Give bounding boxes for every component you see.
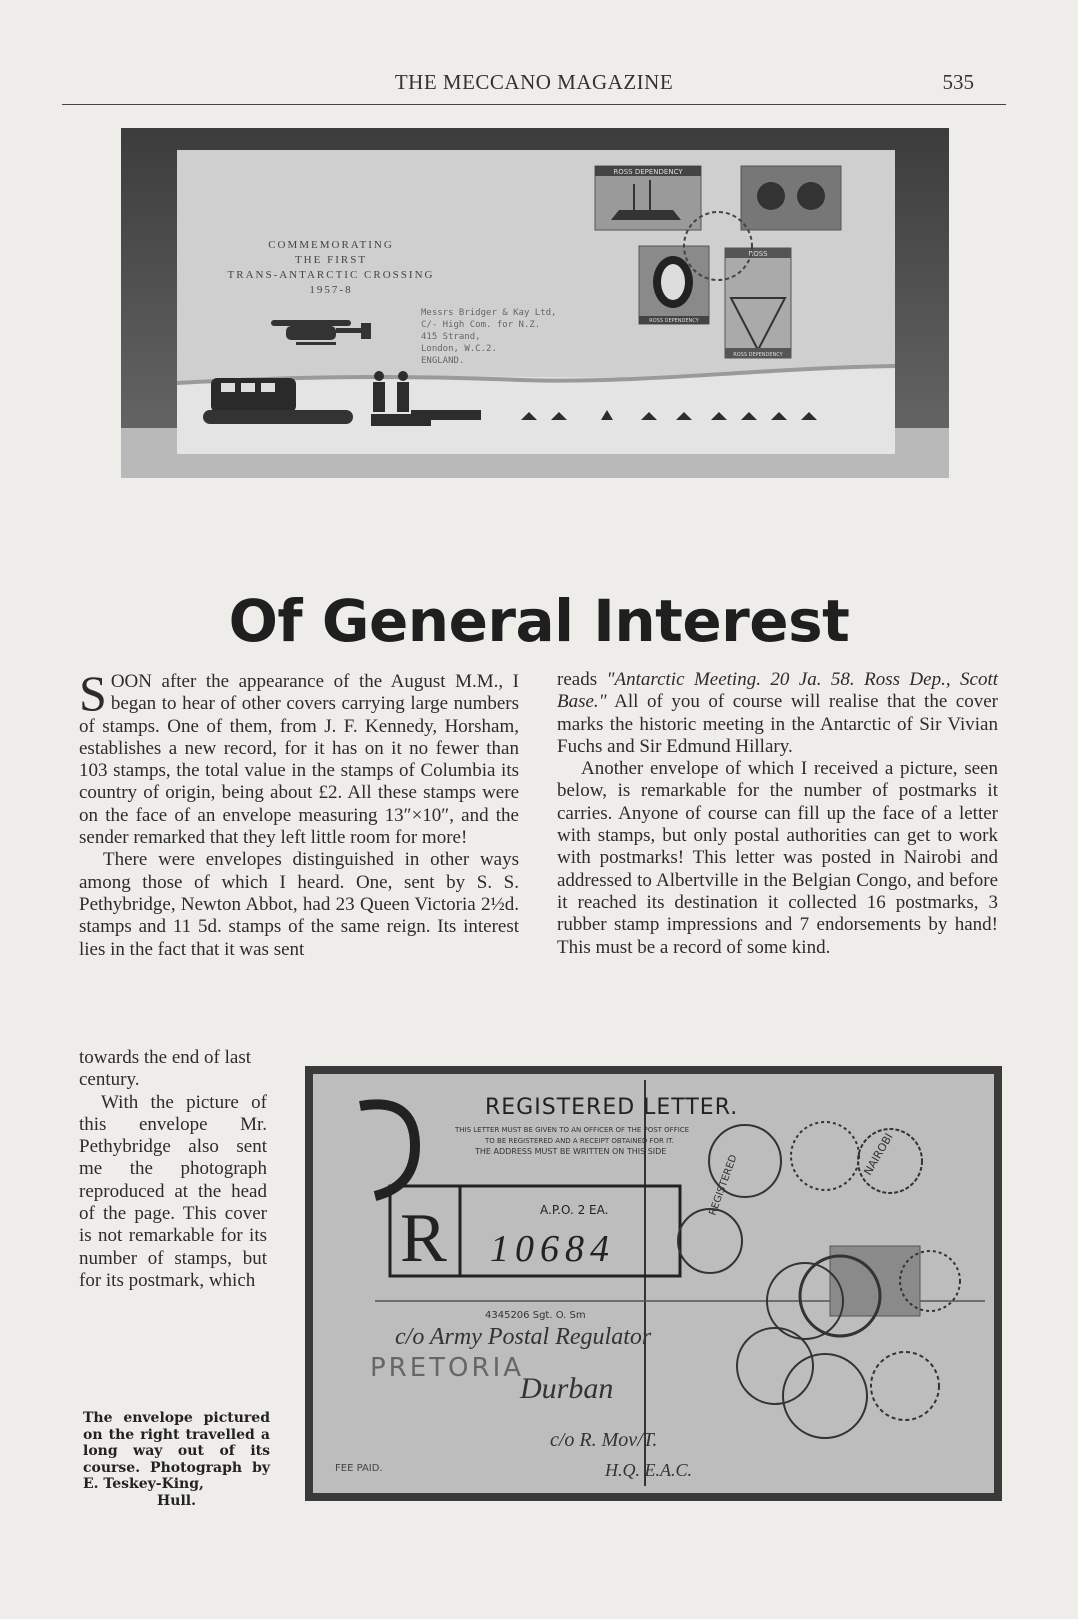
stamp-ship-label: ROSS DEPENDENCY bbox=[613, 168, 683, 176]
right-paragraph-2: Another envelope of which I received a picture, seen below, is remarkable for the number of postmarks it carries. Anyone of course can fill up the face of a letter with stamps, but only postal authorities can get to work with postmarks! This letter was posted in Nairobi and addressed to Albertville in the Belgian Congo, and before it reached its destination it collected 16 postmarks, 3 rubber stamp impressions and 7 endorsements by hand! This must be a record of some kind. bbox=[557, 758, 998, 958]
left-paragraph-1-text: OON after the appearance of the August M.M., I began to hear of other covers carrying large numbers of stamps. One of them, from J. F. Kennedy, Horsham, establishes a new record, for it has on it no fewer than 103 stamps, the total value in the stamps of Columbia its country of origin, being about £2. All these stamps were on the face of an envelope measuring 13″×10″, and the sender remarked that they left little room for more! bbox=[79, 671, 519, 849]
narrow-column bbox=[79, 1047, 267, 1292]
address-line-2: Durban bbox=[520, 1372, 614, 1405]
article-title: Of General Interest bbox=[228, 586, 850, 655]
apo-label: A.P.O. 2 EA. bbox=[540, 1203, 609, 1217]
stamp-map-footer: ROSS DEPENDENCY bbox=[733, 352, 783, 358]
antarctic-cover-photo bbox=[121, 128, 949, 478]
right-paragraph-1-lead: reads bbox=[557, 669, 598, 690]
running-head bbox=[62, 70, 1006, 105]
cachet-line-3: TRANS-ANTARCTIC CROSSING bbox=[227, 269, 435, 281]
left-paragraph-1 bbox=[79, 665, 519, 849]
caption-last: Hull. bbox=[157, 1492, 196, 1509]
registration-number: 10684 bbox=[490, 1228, 615, 1270]
stamp-ship bbox=[595, 166, 701, 230]
cachet-line-1: COMMEMORATING bbox=[268, 239, 394, 251]
address-line-3: 415 Strand, bbox=[421, 332, 481, 342]
registration-letter: R bbox=[400, 1200, 447, 1277]
right-paragraph-1 bbox=[557, 669, 998, 758]
postmark-quote: "Antarctic Meeting. 20 Ja. 58. Ross Dep., Scott Base." bbox=[557, 669, 999, 713]
address-line-1: Messrs Bridger & Kay Ltd, bbox=[421, 308, 557, 318]
postmark-nairobi: NAIROBI bbox=[861, 1131, 896, 1178]
address-line-5: ENGLAND. bbox=[421, 356, 465, 366]
cachet-line-2: THE FIRST bbox=[294, 254, 368, 266]
stamp-queen bbox=[639, 246, 709, 324]
address-line-5: H.Q. E.A.C. bbox=[605, 1460, 692, 1480]
registered-letter-illustration bbox=[305, 1066, 1002, 1501]
right-column bbox=[557, 669, 998, 959]
address-line-4: London, W.C.2. bbox=[421, 344, 497, 354]
left-column bbox=[79, 665, 519, 961]
stamp-portraits bbox=[741, 166, 841, 230]
service-number: 4345206 Sgt. O. Sm bbox=[485, 1310, 586, 1321]
caption-text: The envelope pictured on the right travelled a long way out of its course. Photograph by E. Teskey-King, bbox=[83, 1410, 270, 1492]
registered-heading: REGISTERED LETTER. bbox=[485, 1095, 739, 1120]
postmark-registered: REGISTERED bbox=[707, 1153, 740, 1218]
address-line-2: C/- High Com. for N.Z. bbox=[421, 320, 541, 330]
stamp-map-label: ROSS bbox=[748, 250, 768, 258]
registered-subtext-3: THE ADDRESS MUST BE WRITTEN ON THIS SIDE bbox=[475, 1147, 667, 1156]
registered-subtext-1: THIS LETTER MUST BE GIVEN TO AN OFFICER OF THE POST OFFICE bbox=[455, 1126, 690, 1134]
drop-cap: S bbox=[79, 665, 107, 721]
photo-caption bbox=[83, 1410, 270, 1509]
address-line-3: PRETORIA bbox=[370, 1353, 525, 1383]
registered-letter-photo bbox=[305, 1066, 1002, 1501]
page-number: 535 bbox=[942, 70, 974, 94]
stamp-map bbox=[725, 248, 791, 358]
antarctic-cover-illustration bbox=[121, 128, 949, 478]
address-line-1: c/o Army Postal Regulator bbox=[395, 1324, 652, 1350]
cachet-line-4: 1957-8 bbox=[309, 284, 353, 296]
stamp-queen-label: ROSS DEPENDENCY bbox=[649, 318, 699, 324]
registered-subtext-2: TO BE REGISTERED AND A RECEIPT OBTAINED FOR IT. bbox=[485, 1137, 674, 1145]
narrow-paragraph-2: With the picture of this envelope Mr. Pethybridge also sent me the photograph reproduced at the head of the page. This cover is not remarkable for its number of stamps, but for its postmark, which bbox=[79, 1091, 267, 1291]
running-title: THE MECCANO MAGAZINE bbox=[394, 70, 674, 94]
address-line-4: c/o R. Mov/T. bbox=[550, 1429, 658, 1451]
narrow-paragraph-1: towards the end of last century. bbox=[79, 1047, 252, 1091]
fee-paid-label: FEE PAID. bbox=[335, 1463, 383, 1474]
left-paragraph-2: There were envelopes distinguished in other ways among those of which I heard. One, sent by S. S. Pethybridge, Newton Abbot, had 23 Queen Victoria 2½d. stamps and 11 5d. stamps of the same reign. Its interest lies in the fact that it was sent bbox=[79, 849, 519, 960]
right-paragraph-1-text: All of you of course will realise that the cover marks the historic meeting in the Antarctic of Sir Vivian Fuchs and Sir Edmund Hillary. bbox=[557, 691, 998, 757]
